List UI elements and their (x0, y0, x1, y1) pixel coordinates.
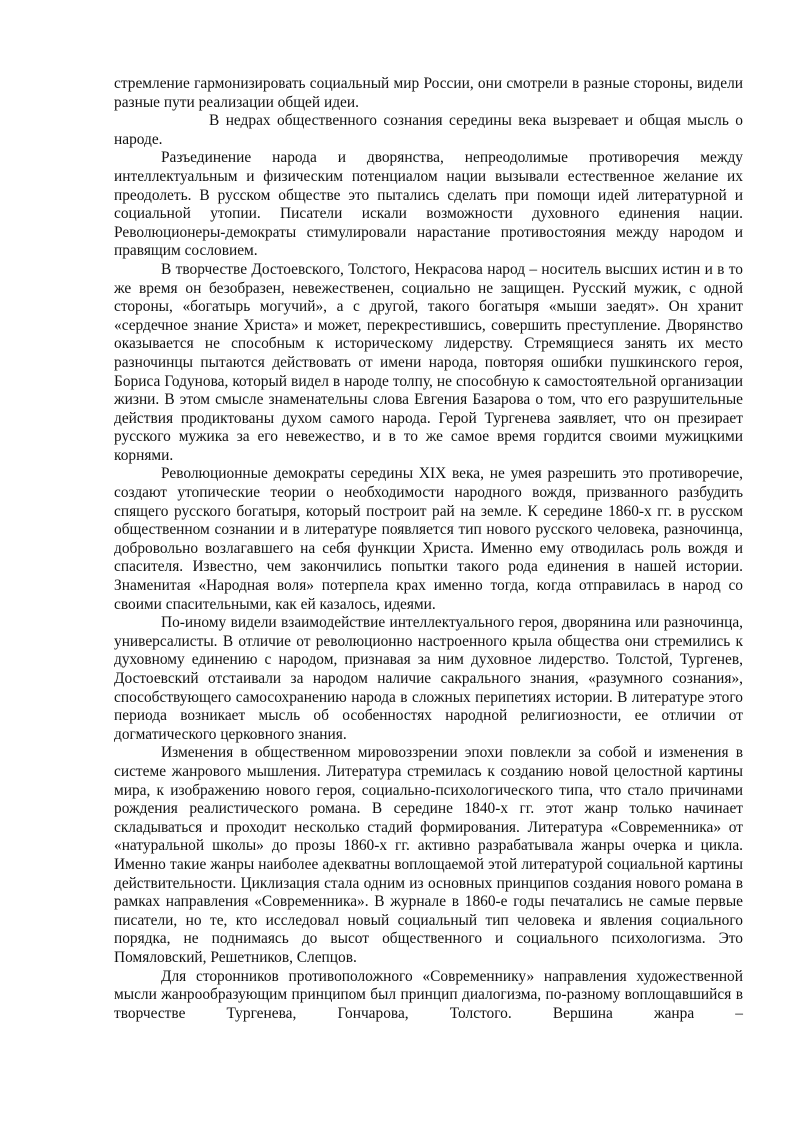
paragraph: В творчестве Достоевского, Толстого, Некрасова народ – носитель высших истин и в то же время он безобразен, невежественен, социально не защищен. Русский мужик, с одной стороны, «богатырь могучий», а с другой, такого богатыря «мыши заедят». Он хранит «сердечное знание Христа» и может, перекрестившись, совершить преступление. Дворянство оказывается не способным к историческому лидерству. Стремящиеся занять их место разночинцы пытаются действовать от имени народа, повторяя ошибки пушкинского героя, Бориса Годунова, который видел в народе толпу, не способную к самостоятельной организации жизни. В этом смысле знаменательны слова Евгения Базарова о том, что его разрушительные действия продиктованы духом самого народа. Герой Тургенева заявляет, что он презирает русского мужика за его невежество, и в то же самое время гордится своими мужицкими корнями. (114, 260, 743, 464)
paragraph: Разъединение народа и дворянства, непреодолимые противоречия между интеллектуальным и физическим потенциалом нации вызывали естественное желание их преодолеть. В русском обществе это пытались сделать при помощи идей литературной и социальной утопии. Писатели искали возможности духовного единения нации. Революционеры-демократы стимулировали нарастание противостояния между народом и правящим сословием. (114, 149, 743, 260)
paragraph: По-иному видели взаимодействие интеллектуального героя, дворянина или разночинца, универсалисты. В отличие от революционно настроенного крыла общества они стремились к духовному единению с народом, признавая за ним духовное лидерство. Толстой, Тургенев, Достоевский отстаивали за народом наличие сакрального знания, «разумного сознания», способствующего самосохранению народа в сложных перипетиях истории. В литературе этого периода возникает мысль об особенностях народной религиозности, ее отличии от догматического церковного знания. (114, 614, 743, 743)
paragraph: Революционные демократы середины XIX века, не умея разрешить это противоречие, создают утопические теории о необходимости народного вождя, призванного разбудить спящего русского богатыря, который построит рай на земле. К середине 1860-х гг. в русском общественном сознании и в литературе появляется тип нового русского человека, разночинца, добровольно возлагавшего на себя функции Христа. Именно ему отводилась роль вождя и спасителя. Известно, чем закончились попытки такого рода единения в нашей истории. Знаменитая «Народная воля» потерпела крах именно тогда, когда отправилась в народ со своими спасительными, как ей казалось, идеями. (114, 465, 743, 613)
paragraph: Для сторонников противоположного «Современнику» направления художественной мысли жанрообразующим принципом был принцип диалогизма, по-разному воплощавшийся в творчестве Тургенева, Гончарова, Толстого. Вершина жанра – (114, 967, 743, 1022)
paragraph: стремление гармонизировать социальный мир России, они смотрели в разные стороны, видели разные пути реализации общей идеи. (114, 75, 743, 111)
paragraph: Изменения в общественном мировоззрении эпохи повлекли за собой и изменения в системе жанрового мышления. Литература стремилась к созданию новой целостной картины мира, к изображению нового героя, социально-психологического типа, что стало причинами рождения реалистического романа. В середине 1840-х гг. этот жанр только начинает складываться и проходит несколько стадий формирования. Литература «Современника» от «натуральной школы» до прозы 1860-х гг. активно разрабатывала жанры очерка и цикла. Именно такие жанры наиболее адекватны воплощаемой этой литературой социальной картины действительности. Циклизация стала одним из основных принципов создания нового романа в рамках направления «Современника». В журнале в 1860-е годы печатались не самые первые писатели, но те, кто исследовал новый социальный тип человека и явления социального порядка, не поднимаясь до высот общественного и социального психологизма. Это Помяловский, Решетников, Слепцов. (114, 744, 743, 966)
paragraph: В недрах общественного сознания середины века вызревает и общая мысль о народе. (114, 112, 743, 148)
document-page (114, 75, 743, 1023)
